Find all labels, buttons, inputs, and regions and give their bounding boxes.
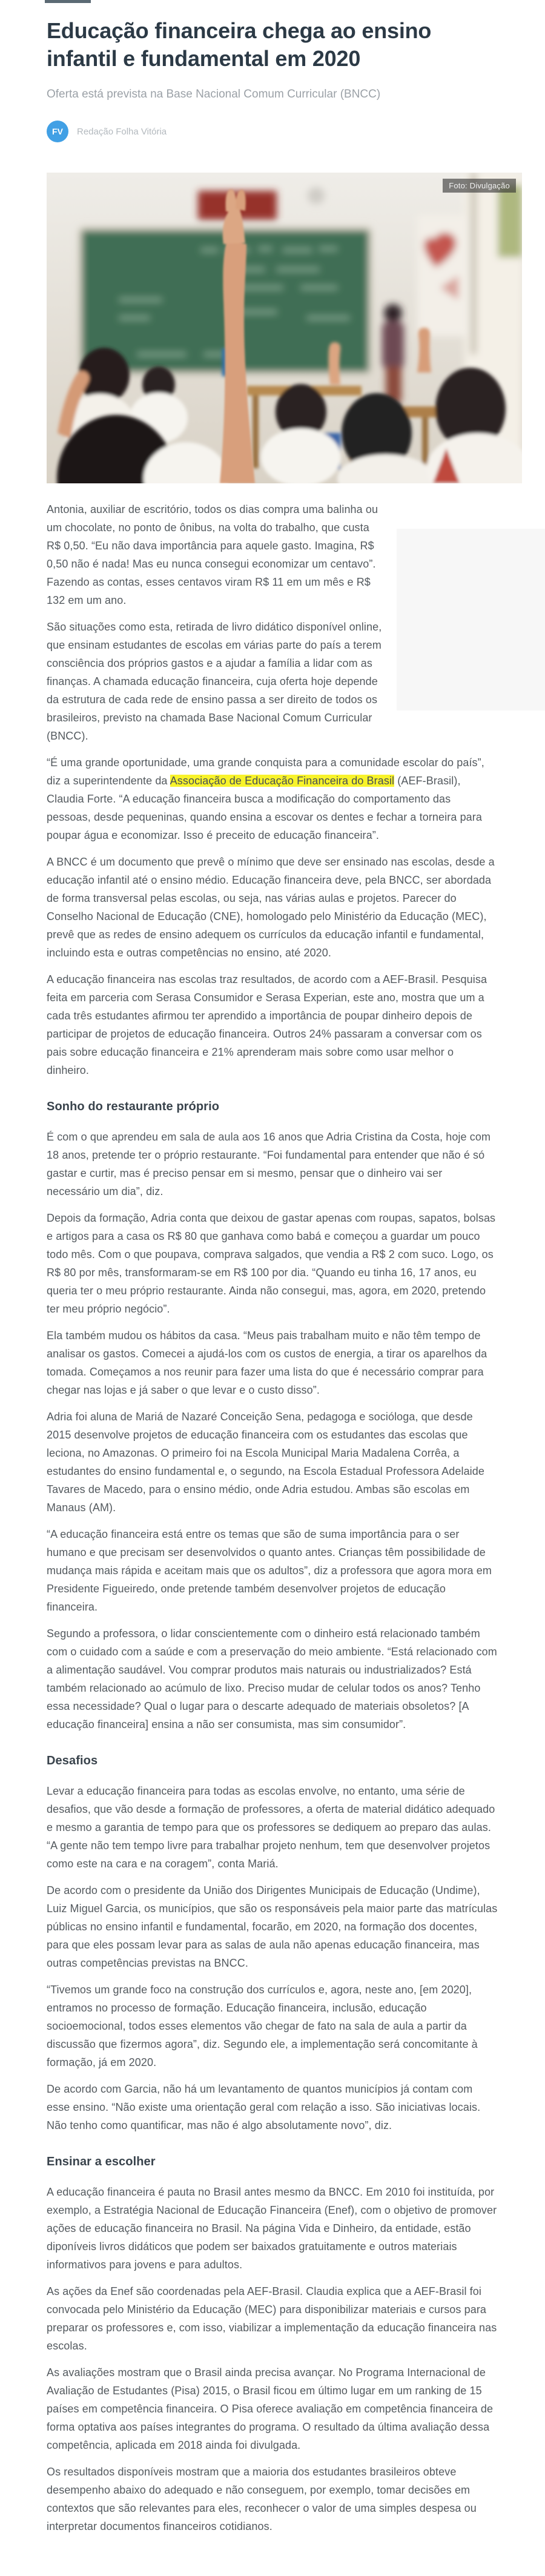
article-paragraph: Adria foi aluna de Mariá de Nazaré Conceição Sena, pedagoga e socióloga, que desde 2015 desenvolve projetos de educação financeira com os estudantes das escolas que leciona, no Amazonas. O primeiro foi na Escola Municipal Maria Madalena Corrêa, a estudantes do ensino fundamental e, o segundo, na Escola Estadual Professora Adelaide Tavares de Macedo, para o ensino médio, onde Adria estudou. Ambas são escolas em Manaus (AM).: [47, 1411, 484, 1514]
article-content: [47, 17, 522, 2535]
article-paragraph: Ela também mudou os hábitos da casa. “Meus pais trabalham muito e não têm tempo de analisar os gastos. Comecei a ajudá-los com os custos de energia, a tirar os aparelhos da tomada. Começamos a nos reunir para fazer uma lista do que é necessário comprar para chegar nas lojas e já saber o que levar e o custo disso”.: [47, 1329, 487, 1397]
ad-placeholder: [397, 529, 545, 710]
article-paragraph: Levar a educação financeira para todas as escolas envolve, no entanto, uma série de desafios, que vão desde a formação de professores, a oferta de material didático adequado e mesmo a garantia de tempo para que os professores se dediquem ao preparo das aulas. “A gente não tem tempo livre para trabalhar projeto nenhum, tem que desenvolver projetos como este na cara e na coragem”, conta Mariá.: [47, 1785, 495, 1870]
article-photo: [47, 173, 522, 483]
top-accent-bar: [45, 0, 91, 3]
article-paragraph: As avaliações mostram que o Brasil ainda precisa avançar. No Programa Internacional de Avaliação de Estudantes (Pisa) 2015, o Brasil ficou em último lugar em um ranking de 15 países em competência financeira. O Pisa oferece avaliação em competência financeira de forma optativa aos países integrantes do programa. O resultado da última avaliação dessa competência, aplicada em 2018 ainda foi divulgada.: [47, 2366, 494, 2452]
article-paragraph: De acordo com o presidente da União dos Dirigentes Municipais de Educação (Undime), Luiz Miguel Garcia, os municípios, que são os responsáveis pela maior parte das matrículas públicas no ensino infantil e fundamental, focarão, em 2020, na formação dos docentes, para que eles possam levar para as salas de aula não apenas educação financeira, mas outras competências previstas na BNCC.: [47, 1884, 498, 1970]
section-heading: Ensinar a escolher: [47, 2155, 156, 2169]
article-paragraph: Segundo a professora, o lidar conscientemente com o dinheiro está relacionado também com o cuidado com a saúde e com a preservação do meio ambiente. “Está relacionado com a alimentação saudável. Vou comprar produtos mais naturais ou industrializados? Está também relacionado ao acúmulo de lixo. Preciso mudar de celular todos os anos? Tenho essa necessidade? Qual o lugar para o descarte adequado de materiais obsoletos? [A educação financeira] ensina a não ser consumista, mas sim consumidor”.: [47, 1627, 497, 1731]
article-paragraph: As ações da Enef são coordenadas pela AEF-Brasil. Claudia explica que a AEF-Brasil foi convocada pelo Ministério da Educação (MEC) para disponibilizar materiais e cursos para preparar os professores e, com isso, viabilizar a implementação da educação financeira nas escolas.: [47, 2285, 497, 2353]
article-paragraph: “A educação financeira está entre os temas que são de suma importância para o ser humano e que precisam ser desenvolvidos o quanto antes. Crianças têm possibilidade de mudança mais rápida e aceitam mais que os adultos”, diz a professora que agora mora em Presidente Figueiredo, onde pretende também desenvolver projetos de educação financeira.: [47, 1528, 492, 1614]
article-paragraph: De acordo com Garcia, não há um levantamento de quantos municípios já contam com esse ensino. “Não existe uma orientação geral com relação a isso. São iniciativas locais. Não tenho como quantificar, mas não é algo absolutamente novo”, diz.: [47, 2083, 481, 2132]
article-paragraph: Os resultados disponíveis mostram que a maioria dos estudantes brasileiros obteve desempenho abaixo do adequado e não conseguem, por exemplo, tomar decisões em contextos que são relevantes para eles, reconhecer o valor de uma simples despesa ou interpretar documentos financeiros cotidianos.: [47, 2466, 477, 2533]
photo-credit: Foto: Divulgação: [443, 179, 516, 193]
article-paragraph: É com o que aprendeu em sala de aula aos 16 anos que Adria Cristina da Costa, hoje com 18 anos, pretende ter o próprio restaurante. “Foi fundamental para entender que não é só gastar e curtir, mas é preciso pensar em si mesmo, pensar que o dinheiro vai ser necessário um dia”, diz.: [47, 1131, 491, 1198]
author-name[interactable]: Redação Folha Vitória: [77, 126, 167, 137]
page-title: Educação financeira chega ao ensino infantil e fundamental em 2020: [47, 18, 432, 71]
section-heading: Sonho do restaurante próprio: [47, 1100, 220, 1114]
article-body: [47, 500, 498, 2535]
byline: [47, 121, 522, 142]
article-paragraph: Depois da formação, Adria conta que deixou de gastar apenas com roupas, sapatos, bolsas e artigos para a casa os R$ 80 que ganhava como babá e começou a guardar um pouco todo mês. Com o que poupava, comprava salgados, que vendia a R$ 2 com suco. Logo, os R$ 80 por mês, transformaram-se em R$ 100 por dia. “Quando eu tinha 16, 17 anos, eu queria ter o meu próprio restaurante. Ainda não consegui, mas, agora, em 2020, pretendo ter meu próprio negócio”.: [47, 1212, 496, 1316]
article-paragraph: A educação financeira nas escolas traz resultados, de acordo com a AEF-Brasil. Pesquisa feita em parceria com Serasa Consumidor e Serasa Experian, este ano, mostra que um a cada três estudantes afirmou ter aprendido a importância de poupar dinheiro depois de participar de projetos de educação financeira. Outros 24% passaram a conversar com os pais sobre educação financeira e 21% aprenderam mais sobre como usar melhor o dinheiro.: [47, 973, 487, 1077]
avatar-initials: FV: [52, 127, 63, 137]
inline-highlighted-link[interactable]: Associação de Educação Financeira do Brasil: [170, 775, 395, 787]
article-paragraph: “Tivemos um grande foco na construção dos currículos e, agora, neste ano, [em 2020], entramos no processo de formação. Educação financeira, inclusão, educação socioemocional, todos esses elementos vão chegar de fato na sala de aula a partir da discussão que fizermos agora”, diz. Segundo ele, a implementação será concomitante à formação, já em 2020.: [47, 1984, 478, 2069]
article-paragraph: A BNCC é um documento que prevê o mínimo que deve ser ensinado nas escolas, desde a educação infantil até o ensino médio. Educação financeira deve, pela BNCC, ser abordada de forma transversal pelas escolas, ou seja, nas várias aulas e projetos. Parecer do Conselho Nacional de Educação (CNE), homologado pelo Ministério da Educação (MEC), prevê que as redes de ensino adequem os currículos da educação infantil e fundamental, incluindo esta e outras competências no ensino, até 2020.: [47, 856, 495, 959]
article-paragraph: São situações como esta, retirada de livro didático disponível online, que ensinam estudantes de escolas em várias parte do país a terem consciência dos próprios gastos e a ajudar a família a lidar com as finanças. A chamada educação financeira, cuja oferta hoje depende da estrutura de cada rede de ensino passa a ser direito de todos os brasileiros, previsto na chamada Base Nacional Comum Curricular (BNCC).: [47, 621, 382, 743]
author-avatar[interactable]: [47, 121, 68, 142]
section-heading: Desafios: [47, 1754, 98, 1768]
classroom-photo-illustration: [47, 173, 522, 483]
article-paragraph: “É uma grande oportunidade, uma grande conquista para a comunidade escolar do país”, diz a superintendente da Associação de Educação Financeira do Brasil (AEF-Brasil), Claudia Forte. “A educação financeira busca a modificação do comportamento das pessoas, desde pequeninas, quando ensina a escovar os dentes e fechar a torneira para poupar água e economizar. Isso é preceito de educação financeira”.: [47, 757, 484, 842]
article-paragraph: A educação financeira é pauta no Brasil antes mesmo da BNCC. Em 2010 foi instituída, por exemplo, a Estratégia Nacional de Educação Financeira (Enef), com o objetivo de promover ações de educação financeira no Brasil. Na página Vida e Dinheiro, da entidade, estão diponíveis livros didáticos que podem ser baixados gratuitamente e outros materiais informativos para jovens e para adultos.: [47, 2186, 497, 2271]
article-subtitle: Oferta está prevista na Base Nacional Comum Curricular (BNCC): [47, 88, 381, 101]
article-paragraph: Antonia, auxiliar de escritório, todos os dias compra uma balinha ou um chocolate, no ponto de ônibus, na volta do trabalho, que custa R$ 0,50. “Eu não dava importância para aquele gasto. Imagina, R$ 0,50 não é nada! Mas eu nunca consegui economizar um centavo”. Fazendo as contas, esses centavos viram R$ 11 em um mês e R$ 132 em um ano.: [47, 503, 378, 607]
